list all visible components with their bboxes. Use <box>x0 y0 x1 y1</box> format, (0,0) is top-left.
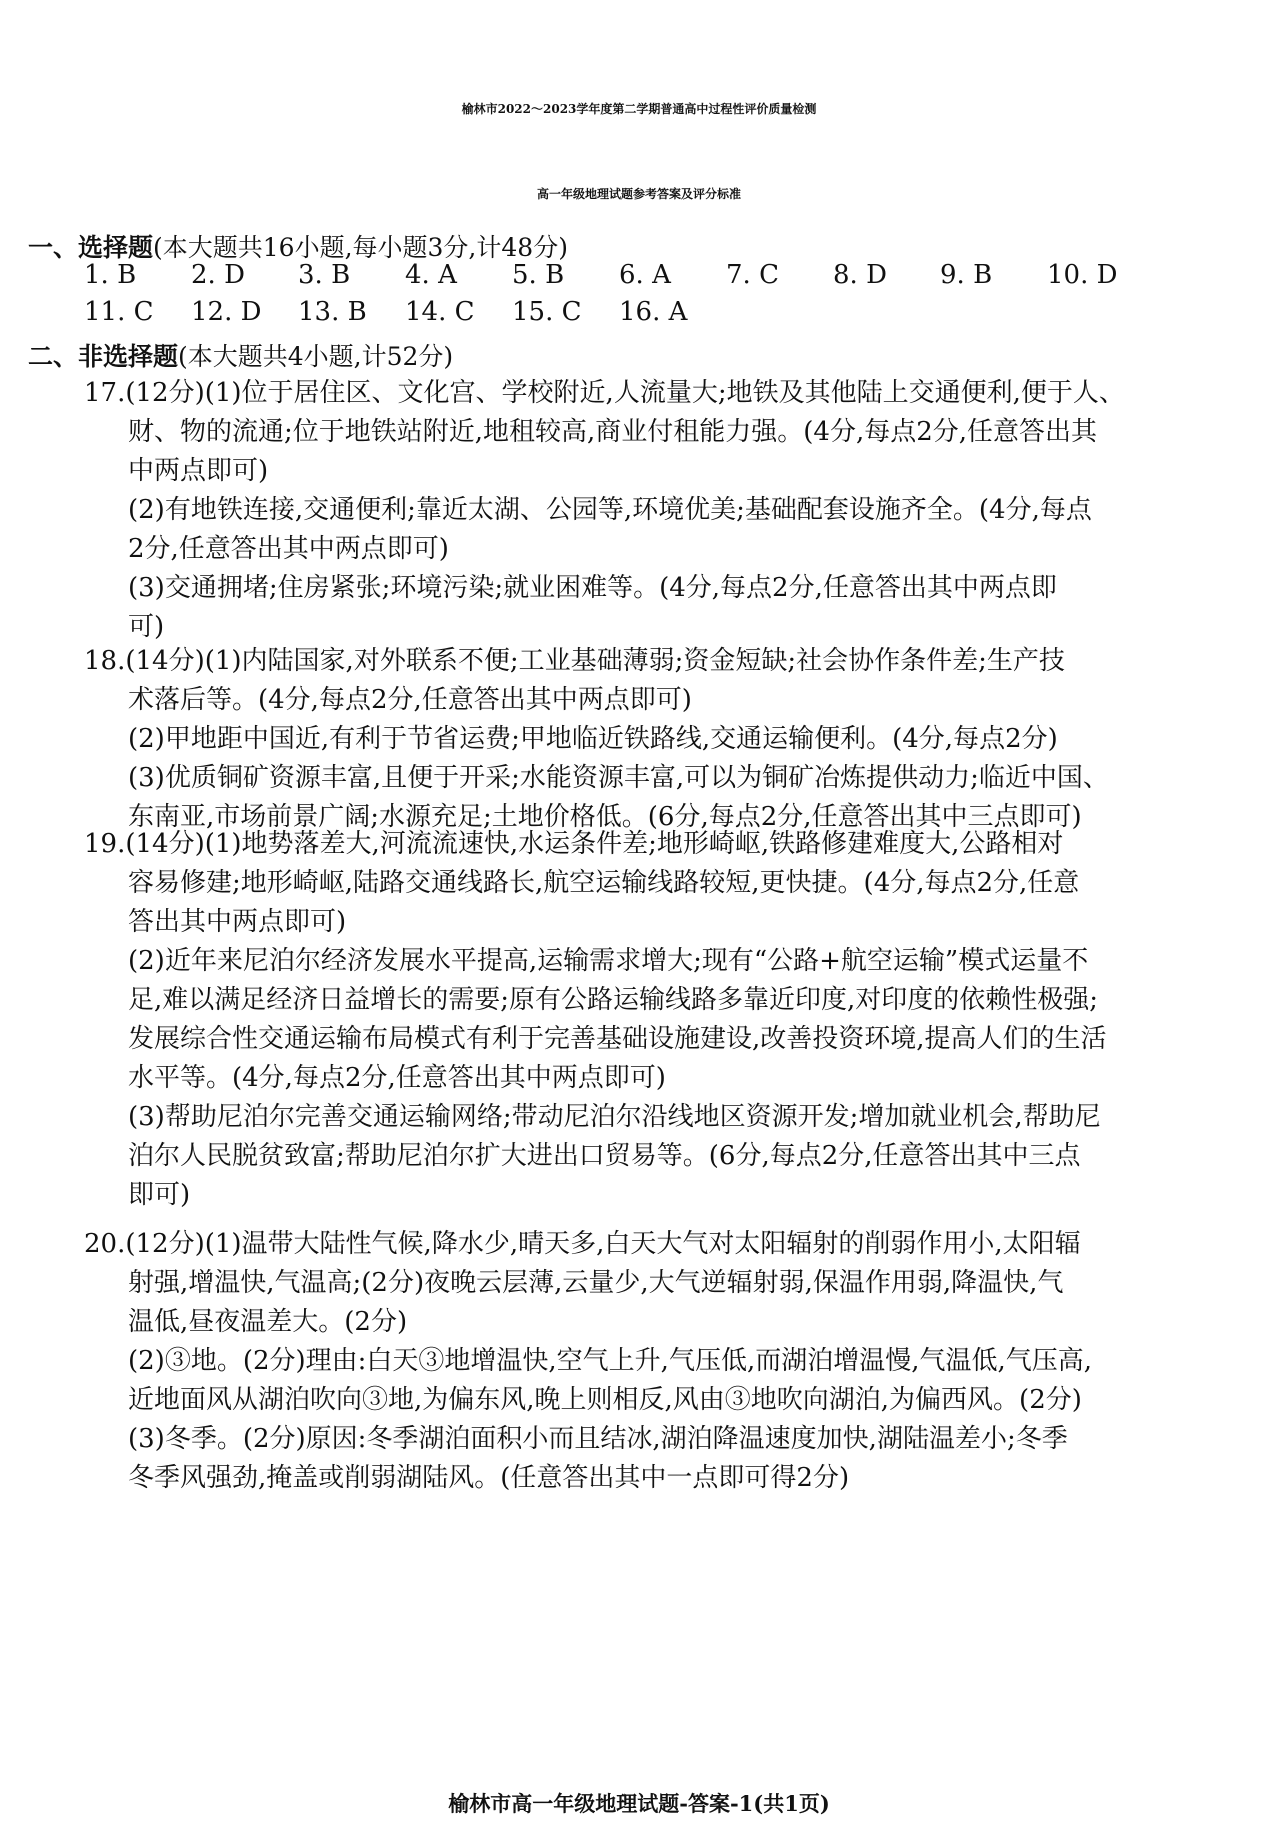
section-free-response-heading <box>28 337 453 373</box>
answer-line: (2)③地。(2分)理由:白天③地增温快,空气上升,气压低,而湖泊增温慢,气温低,气压高, <box>128 1346 1093 1376</box>
mc-answer: 3. B <box>298 260 351 290</box>
mc-answer: 7. C <box>726 260 779 290</box>
answer-line: 发展综合性交通运输布局模式有利于完善基础设施建设,改善投资环境,提高人们的生活 <box>128 1024 1107 1054</box>
mc-answer: 12. D <box>191 297 262 327</box>
question-17-answer <box>84 374 1259 647</box>
answer-line: 冬季风强劲,掩盖或削弱湖陆风。(任意答出其中一点即可得2分) <box>128 1463 850 1493</box>
answer-line: 可) <box>128 612 165 642</box>
answer-line: (3)交通拥堵;住房紧张;环境污染;就业困难等。(4分,每点2分,任意答出其中两点即 <box>128 573 1057 603</box>
answer-line: 足,难以满足经济日益增长的需要;原有公路运输线路多靠近印度,对印度的依赖性极强; <box>128 985 1099 1015</box>
question-20-answer <box>84 1225 1259 1498</box>
answer-line: 近地面风从湖泊吹向③地,为偏东风,晚上则相反,风由③地吹向湖泊,为偏西风。(2分) <box>128 1385 1082 1415</box>
answer-line: 容易修建;地形崎岖,陆路交通线路长,航空运输线路较短,更快捷。(4分,每点2分,任意 <box>128 868 1080 898</box>
answer-line: 术落后等。(4分,每点2分,任意答出其中两点即可) <box>128 685 692 715</box>
mc-answer-row-1 <box>84 260 1154 290</box>
answer-line: 20.(12分)(1)温带大陆性气候,降水少,晴天多,白天大气对太阳辐射的削弱作用小,太阳辐 <box>84 1229 1081 1259</box>
answer-line: 泊尔人民脱贫致富;帮助尼泊尔扩大进出口贸易等。(6分,每点2分,任意答出其中三点 <box>128 1141 1081 1171</box>
exam-title: 榆林市2022～2023学年度第二学期普通高中过程性评价质量检测 <box>461 102 817 116</box>
mc-answer-row-2 <box>84 297 726 327</box>
answer-line: 17.(12分)(1)位于居住区、文化宫、学校附近,人流量大;地铁及其他陆上交通便利,便于人、 <box>84 378 1125 408</box>
mc-answer: 8. D <box>833 260 887 290</box>
answer-key-title: 高一年级地理试题参考答案及评分标准 <box>536 187 741 201</box>
answer-line: 温低,昼夜温差大。(2分) <box>128 1307 408 1337</box>
mc-answer: 2. D <box>191 260 245 290</box>
question-19-answer <box>84 825 1259 1215</box>
answer-line: (3)冬季。(2分)原因:冬季湖泊面积小而且结冰,湖泊降温速度加快,湖陆温差小;冬季 <box>128 1424 1068 1454</box>
mc-answer: 13. B <box>298 297 367 327</box>
answer-line: (2)近年来尼泊尔经济发展水平提高,运输需求增大;现有“公路+航空运输”模式运量不 <box>128 946 1089 976</box>
mc-answer: 5. B <box>512 260 565 290</box>
section-note: (本大题共4小题,计52分) <box>178 342 454 371</box>
answer-line: (3)优质铜矿资源丰富,且便于开采;水能资源丰富,可以为铜矿冶炼提供动力;临近中国、 <box>128 763 1109 793</box>
mc-answer: 9. B <box>940 260 993 290</box>
answer-line: 即可) <box>128 1180 191 1210</box>
question-18-answer <box>84 642 1259 837</box>
section-note: (本大题共16小题,每小题3分,计48分) <box>153 233 568 262</box>
mc-answer: 11. C <box>84 297 154 327</box>
mc-answer: 10. D <box>1047 260 1118 290</box>
section-label: 二、非选择题 <box>28 342 179 371</box>
section-multiple-choice-heading <box>28 228 568 264</box>
answer-line: 射强,增温快,气温高;(2分)夜晚云层薄,云量少,大气逆辐射弱,保温作用弱,降温快,气 <box>128 1268 1064 1298</box>
answer-line: 19.(14分)(1)地势落差大,河流流速快,水运条件差;地形崎岖,铁路修建难度大,公路相对 <box>84 829 1064 859</box>
answer-line: 东南亚,市场前景广阔;水源充足;土地价格低。(6分,每点2分,任意答出其中三点即可) <box>128 802 1082 832</box>
page-footer: 榆林市高一年级地理试题-答案-1(共1页) <box>448 1791 830 1816</box>
mc-answer: 1. B <box>84 260 137 290</box>
answer-line: 水平等。(4分,每点2分,任意答出其中两点即可) <box>128 1063 666 1093</box>
answer-line: 财、物的流通;位于地铁站附近,地租较高,商业付租能力强。(4分,每点2分,任意答出其 <box>128 417 1098 447</box>
answer-line: 2分,任意答出其中两点即可) <box>128 534 449 564</box>
mc-answer: 14. C <box>405 297 475 327</box>
mc-answer: 16. A <box>619 297 688 327</box>
answer-line: (2)甲地距中国近,有利于节省运费;甲地临近铁路线,交通运输便利。(4分,每点2分) <box>128 724 1058 754</box>
mc-answer: 6. A <box>619 260 671 290</box>
answer-line: 答出其中两点即可) <box>128 907 347 937</box>
answer-line: 18.(14分)(1)内陆国家,对外联系不便;工业基础薄弱;资金短缺;社会协作条件差;生产技 <box>84 646 1065 676</box>
answer-line: 中两点即可) <box>128 456 269 486</box>
mc-answer: 15. C <box>512 297 582 327</box>
section-label: 一、选择题 <box>28 233 154 262</box>
answer-line: (2)有地铁连接,交通便利;靠近太湖、公园等,环境优美;基础配套设施齐全。(4分,每点 <box>128 495 1092 525</box>
answer-line: (3)帮助尼泊尔完善交通运输网络;带动尼泊尔沿线地区资源开发;增加就业机会,帮助尼 <box>128 1102 1101 1132</box>
mc-answer: 4. A <box>405 260 457 290</box>
